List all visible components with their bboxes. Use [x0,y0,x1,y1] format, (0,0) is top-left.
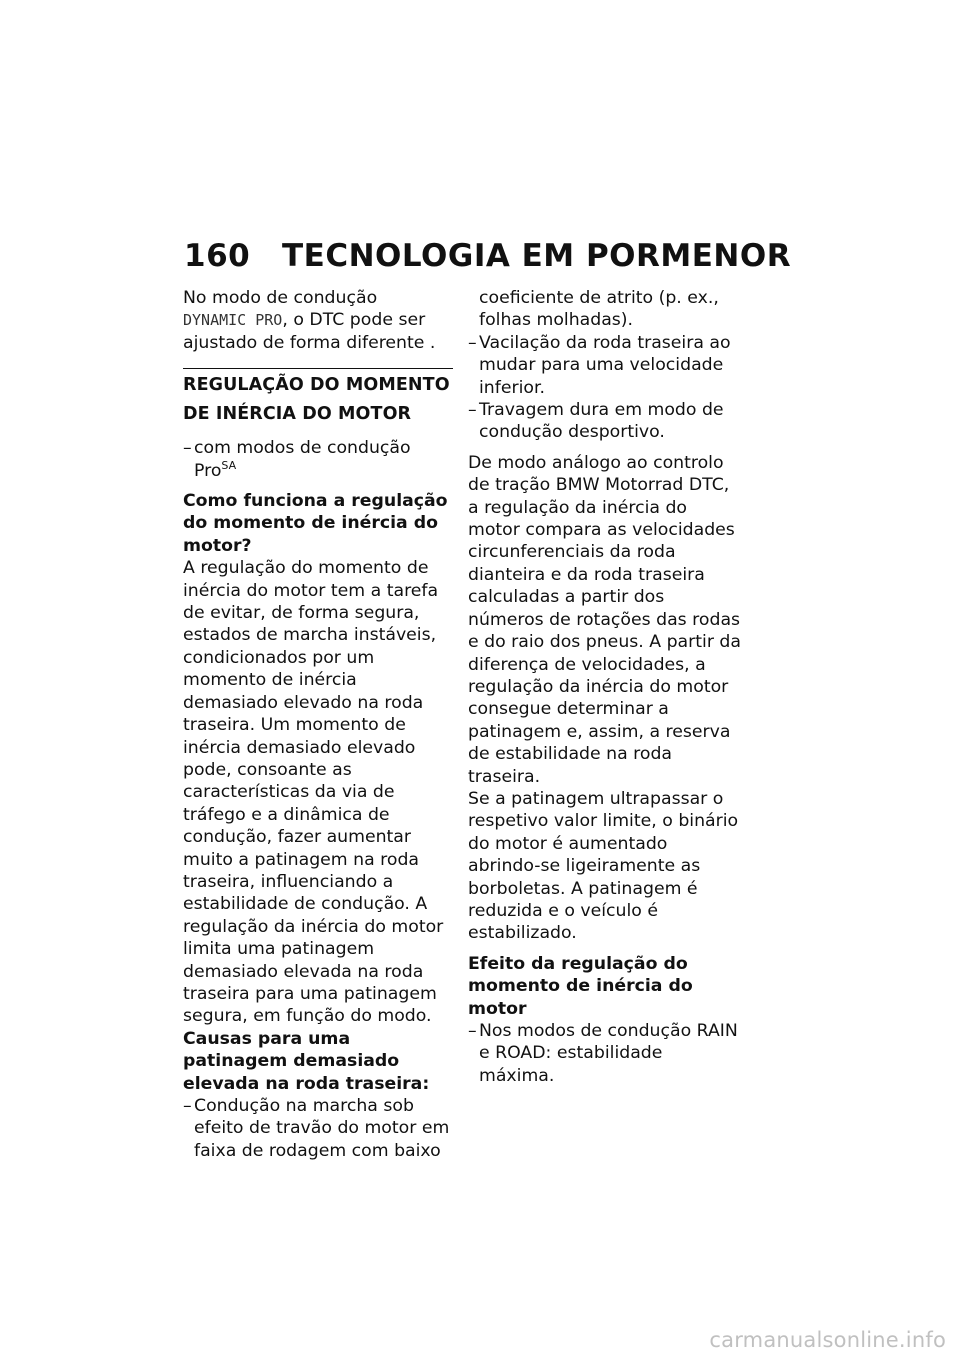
list-item-text: Travagem dura em modo de condução desportivo. [479,400,724,443]
dash-bullet: – [183,1096,192,1116]
list-item-continuation: coeficiente de atrito (p. ex., folhas molhadas). [479,288,719,331]
list-item-text: Vacilação da roda traseira ao mudar para uma velocidade inferior. [479,332,731,398]
list-item [183,1095,453,1162]
dash-bullet: – [468,332,477,353]
list-item [468,1020,743,1087]
drive-mode-name: DYNAMIC PRO [183,311,283,330]
list-item-text: Condução na marcha sob efeito de travão do motor em faixa de rodagem com baixo [194,1096,450,1161]
list-item-text [194,437,453,482]
section-title [183,368,453,429]
dash-bullet: – [468,1021,477,1041]
intro-text-2: , o DTC pode ser ajustado de forma diferente . [183,310,436,353]
intro-paragraph [183,287,453,354]
chapter-title: TECNOLOGIA EM PORMENOR [282,238,792,274]
dash-bullet: – [468,400,477,421]
page-number: 160 [184,238,251,274]
section-title-line-1: REGULAÇÃO DO MOMENTO [183,375,450,396]
section-title-line-2: DE INÉRCIA DO MOTOR [183,404,412,425]
right-column [468,287,743,1087]
list-item-label: com modos de condução Pro [194,438,411,481]
left-column [183,287,453,1162]
body-paragraph: De modo análogo ao controlo de tração BMW Motorrad DTC, a regulação da inércia do motor compara as velocidades circunferenciais da roda dianteira e da roda traseira calculadas a partir dos números de rotações das rodas e do raio dos pneus. A partir da diferença de velocidades, a regulação da inércia do motor consegue determinar a patinagem e, assim, a reserva de estabilidade na roda traseira. [468,452,741,787]
dash-bullet: – [183,438,192,459]
body-paragraph: Se a patinagem ultrapassar o respetivo valor limite, o binário do motor é aumentado abrindo-se ligeiramente as borboletas. A patinagem é reduzida e o veículo é estabilizado. [468,788,739,944]
effect-heading: Efeito da regulação do momento de inércia do motor [468,953,693,1019]
watermark: carmanualsonline.info [709,1328,946,1352]
causes-heading: Causas para uma patinagem demasiado elevada na roda traseira: [183,1028,430,1094]
list-item-text: Nos modos de condução RAIN e ROAD: estabilidade máxima. [479,1021,738,1086]
list-item [468,332,743,399]
intro-text-1: No modo de condução [183,288,378,308]
page-header [184,238,792,282]
list-item [468,399,743,444]
sa-superscript: SA [221,458,237,472]
question-heading: Como funciona a regulação do momento de inércia do motor? [183,491,448,556]
answer-paragraph: A regulação do momento de inércia do motor tem a tarefa de evitar, de forma segura, estados de marcha instáveis, condicionados por um momento de inércia demasiado elevado na roda traseira. Um momento de inércia demasiado elevado pode, consoante as características da via de tráfego e a dinâmica de condução, fazer aumentar muito a patinagem na roda traseira, influenciando a estabilidade de condução. A regulação da inércia do motor limita uma patinagem demasiado elevada na roda traseira para uma patinagem segura, em função do modo. [183,558,444,1027]
list-item [183,437,453,482]
